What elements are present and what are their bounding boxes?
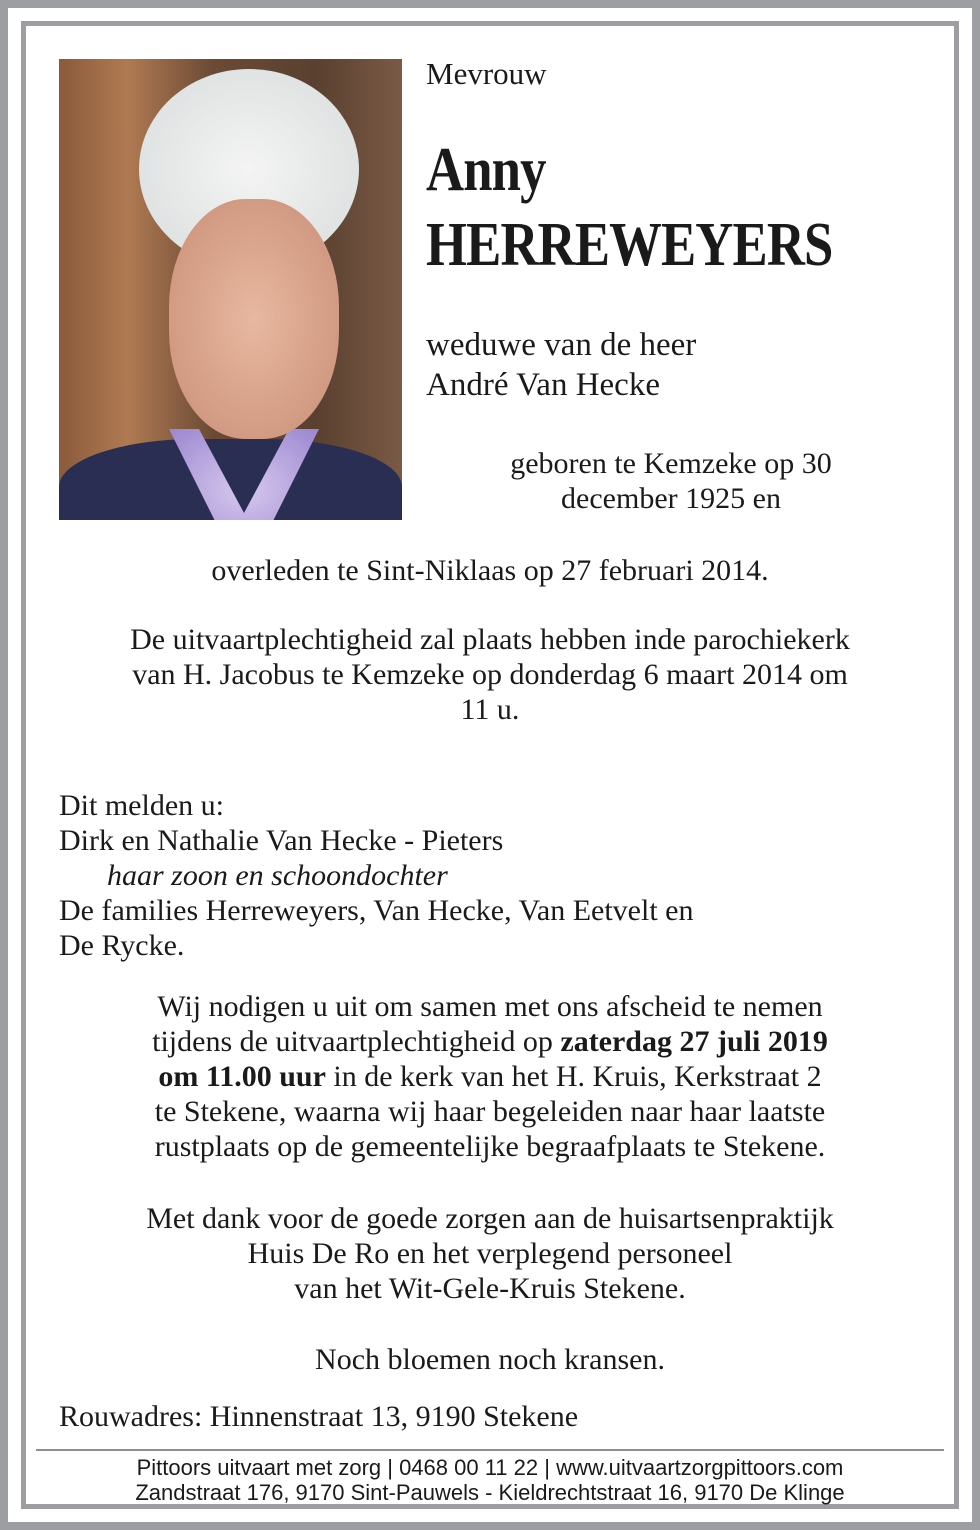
mourning-address: Rouwadres: Hinnenstraat 13, 9190 Stekene [59,1400,579,1433]
ceremony-line: van H. Jacobus te Kemzeke op donderdag 6 maart 2014 om [132,658,848,691]
announcer-relation: haar zoon en schoondochter [107,859,448,892]
death-info: overleden te Sint-Niklaas op 27 februari 2014. [211,554,769,587]
portrait-photo [59,59,402,520]
thanks-line: Huis De Ro en het verplegend personeel [247,1237,733,1270]
invitation-line: te Stekene, waarna wij haar begeleiden naar haar laatste [154,1095,826,1128]
birth-info [426,446,916,516]
widow-line-2: André Van Hecke [426,367,660,403]
announcer-person: Dirk en Nathalie Van Hecke - Pieters [59,824,504,857]
first-name: Anny [426,136,546,204]
invitation-text: in de kerk van het H. Kruis, Kerkstraat 2 [325,1060,822,1093]
invitation-line: Wij nodigen u uit om samen met ons afscheid te nemen [157,990,823,1023]
invitation-text: tijdens de uitvaartplechtigheid op [152,1025,561,1058]
title: Mevrouw [426,56,547,91]
footer-line-1: Pittoors uitvaart met zorg | 0468 00 11 22 | www.uitvaartzorgpittoors.com [136,1455,844,1480]
ceremony-info [36,622,944,727]
invitation-date: zaterdag 27 juli 2019 [560,1025,828,1058]
invitation-line: rustplaats op de gemeentelijke begraafplaats te Stekene. [154,1130,826,1163]
footer-divider [36,1449,944,1451]
birth-line-1: geboren te Kemzeke op 30 [510,447,832,480]
invitation-line [36,1024,944,1059]
widow-line-1: weduwe van de heer [426,327,697,363]
last-name: HERREWEYERS [426,211,833,279]
flowers-note: Noch bloemen noch kransen. [315,1343,665,1376]
invitation-line [36,1059,944,1094]
invitation-time: om 11.00 uur [158,1060,326,1093]
thanks [36,1201,944,1306]
announcers [59,788,693,963]
footer-line-2: Zandstraat 176, 9170 Sint-Pauwels - Kieldrechtstraat 16, 9170 De Klinge [135,1480,845,1505]
announcers-intro: Dit melden u: [59,789,224,822]
thanks-line: van het Wit-Gele-Kruis Stekene. [294,1272,686,1305]
families-line-1: De families Herreweyers, Van Hecke, Van Eetvelt en [59,894,694,927]
thanks-line: Met dank voor de goede zorgen aan de huisartsenpraktijk [146,1202,834,1235]
families-line-2: De Rycke. [59,929,185,962]
ceremony-line: 11 u. [460,693,520,726]
ceremony-line: De uitvaartplechtigheid zal plaats hebben inde parochiekerk [130,623,850,656]
invitation [36,989,944,1164]
birth-line-2: december 1925 en [561,482,781,515]
